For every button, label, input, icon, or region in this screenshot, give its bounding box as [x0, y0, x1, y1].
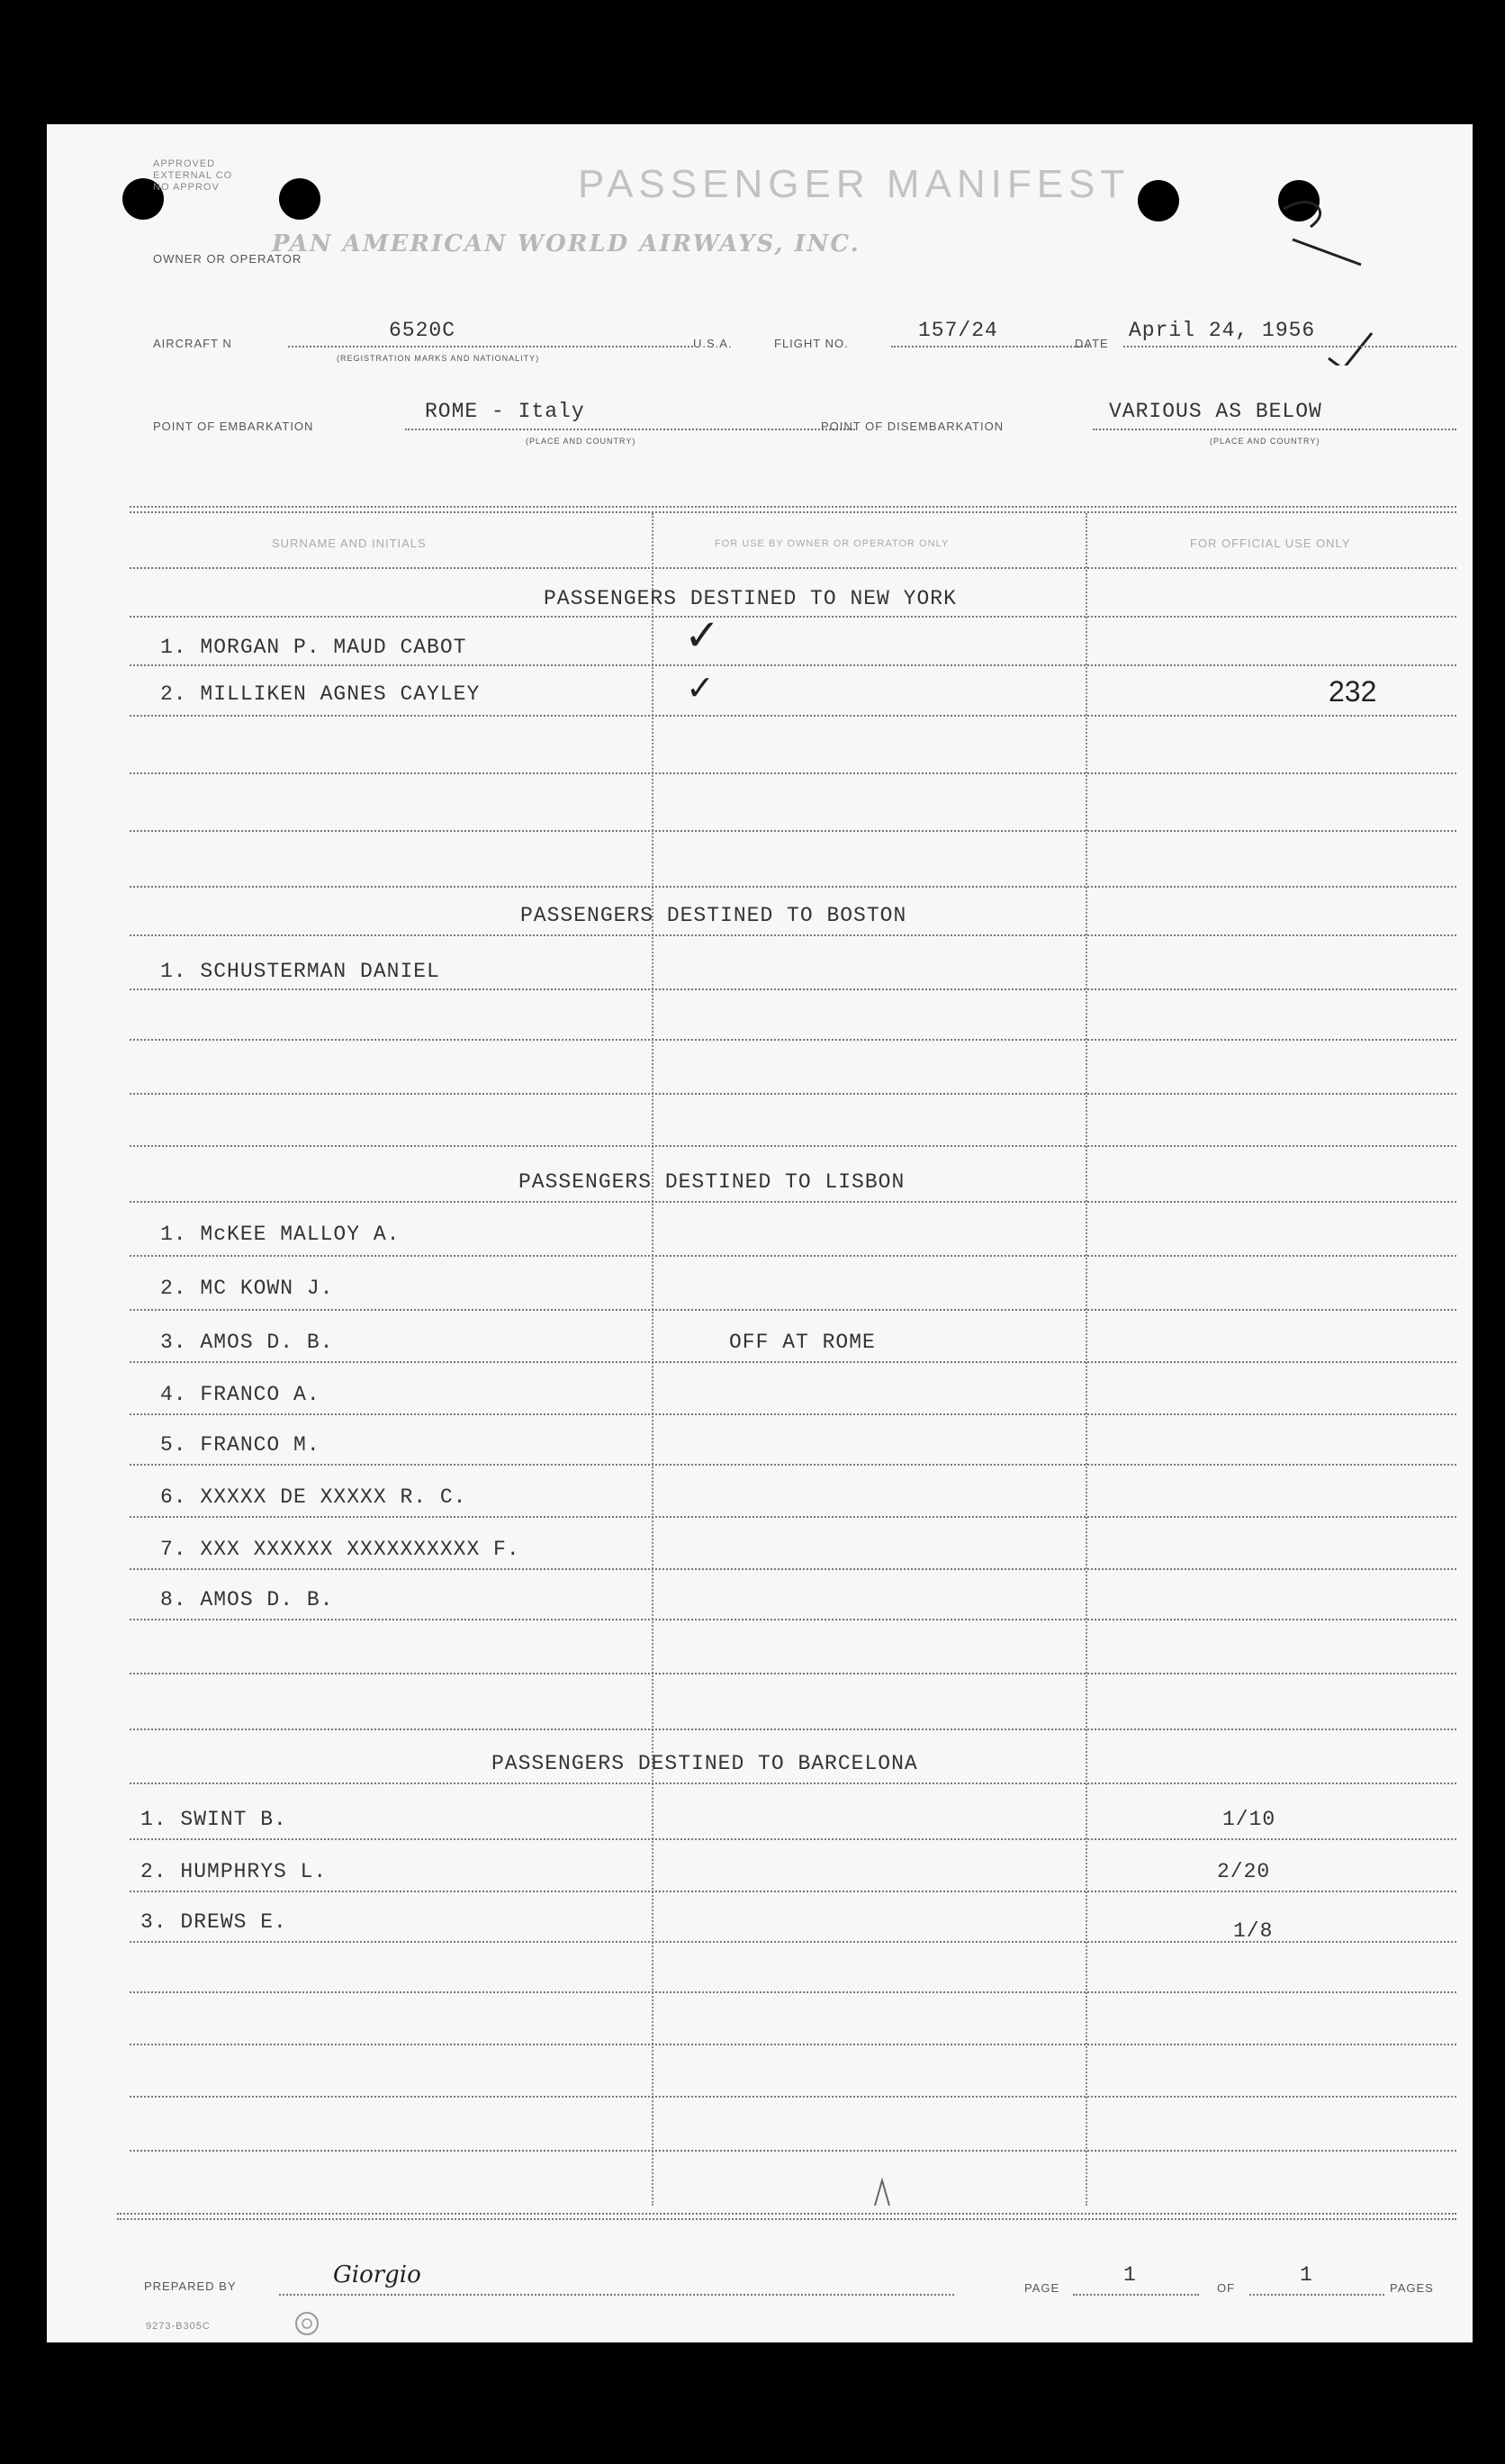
owner-operator-label: OWNER OR OPERATOR	[153, 252, 302, 266]
embark-label: POINT OF EMBARKATION	[153, 420, 314, 433]
section-heading: PASSENGERS DESTINED TO BOSTON	[520, 904, 907, 927]
section-heading: PASSENGERS DESTINED TO NEW YORK	[544, 587, 957, 610]
column-header-owner-use: FOR USE BY OWNER OR OPERATOR ONLY	[715, 538, 950, 549]
disembark-label: POINT OF DISEMBARKATION	[821, 420, 1005, 433]
form-code: 9273-B305C	[146, 2321, 211, 2332]
page-total: 1	[1300, 2263, 1313, 2287]
passenger-name: 3. DREWS E.	[140, 1910, 287, 1934]
registration-caption: (REGISTRATION MARKS AND NATIONALITY)	[337, 354, 540, 363]
passenger-name: 1. SCHUSTERMAN DANIEL	[160, 960, 440, 983]
date-label: DATE	[1075, 337, 1109, 350]
passenger-name: 2. HUMPHRYS L.	[140, 1860, 328, 1883]
aircraft-number: 6520C	[389, 319, 456, 342]
place-caption: (PLACE AND COUNTRY)	[1210, 437, 1320, 446]
manifest-sheet	[47, 124, 1473, 2342]
passenger-remark: OFF AT ROME	[729, 1331, 876, 1354]
form-title: PASSENGER MANIFEST	[578, 162, 1131, 206]
prepared-by-signature: Giorgio	[333, 2261, 421, 2288]
passenger-name: 2. MC KOWN J.	[160, 1277, 334, 1300]
passenger-name: 1. MORGAN P. MAUD CABOT	[160, 636, 467, 659]
section-heading: PASSENGERS DESTINED TO LISBON	[518, 1170, 906, 1194]
owner-operator-stamp: PAN AMERICAN WORLD AIRWAYS, INC.	[272, 230, 861, 257]
passenger-name: 6. XXXXX DE XXXXX R. C.	[160, 1485, 467, 1509]
column-divider	[652, 513, 653, 2206]
approval-stamp: APPROVED EXTERNAL CO NO APPROV	[153, 158, 233, 193]
passenger-name: 7. XXX XXXXXX XXXXXXXXXX F.	[160, 1538, 520, 1561]
official-number: 232	[1329, 675, 1377, 708]
official-value: 2/20	[1217, 1860, 1271, 1883]
pencil-mark	[866, 2175, 902, 2211]
passenger-name: 1. McKEE MALLOY A.	[160, 1223, 401, 1246]
punch-hole	[279, 178, 320, 220]
official-value: 1/8	[1233, 1919, 1274, 1943]
nationality: U.S.A.	[693, 337, 733, 350]
passenger-name: 1. SWINT B.	[140, 1808, 287, 1831]
aircraft-label: AIRCRAFT N	[153, 337, 232, 350]
punch-hole	[1138, 180, 1179, 221]
checkmark-icon: ✓	[686, 668, 715, 708]
disembark-value: VARIOUS AS BELOW	[1109, 400, 1322, 423]
of-label: OF	[1217, 2281, 1236, 2295]
place-caption: (PLACE AND COUNTRY)	[526, 437, 636, 446]
passenger-name: 8. AMOS D. B.	[160, 1588, 334, 1611]
passenger-name: 3. AMOS D. B.	[160, 1331, 334, 1354]
official-value: 1/10	[1222, 1808, 1276, 1831]
union-label-icon	[293, 2310, 320, 2337]
passenger-name: 2. MILLIKEN AGNES CAYLEY	[160, 682, 481, 706]
flight-number: 157/24	[918, 319, 998, 342]
column-divider	[1086, 513, 1087, 2206]
passenger-name: 5. FRANCO M.	[160, 1433, 320, 1457]
column-header-official-use: FOR OFFICIAL USE ONLY	[1190, 537, 1351, 550]
checkmark-icon: ✓	[684, 610, 721, 661]
prepared-by-label: PREPARED BY	[144, 2279, 237, 2293]
column-header-surname: SURNAME AND INITIALS	[272, 537, 427, 550]
pages-label: PAGES	[1390, 2281, 1434, 2295]
section-heading: PASSENGERS DESTINED TO BARCELONA	[491, 1752, 918, 1775]
page-label: PAGE	[1024, 2281, 1060, 2295]
passenger-name: 4. FRANCO A.	[160, 1383, 320, 1406]
flight-label: FLIGHT NO.	[774, 337, 849, 350]
embark-value: ROME - Italy	[425, 400, 585, 423]
page-number: 1	[1123, 2263, 1137, 2287]
date-value: April 24, 1956	[1129, 319, 1316, 342]
